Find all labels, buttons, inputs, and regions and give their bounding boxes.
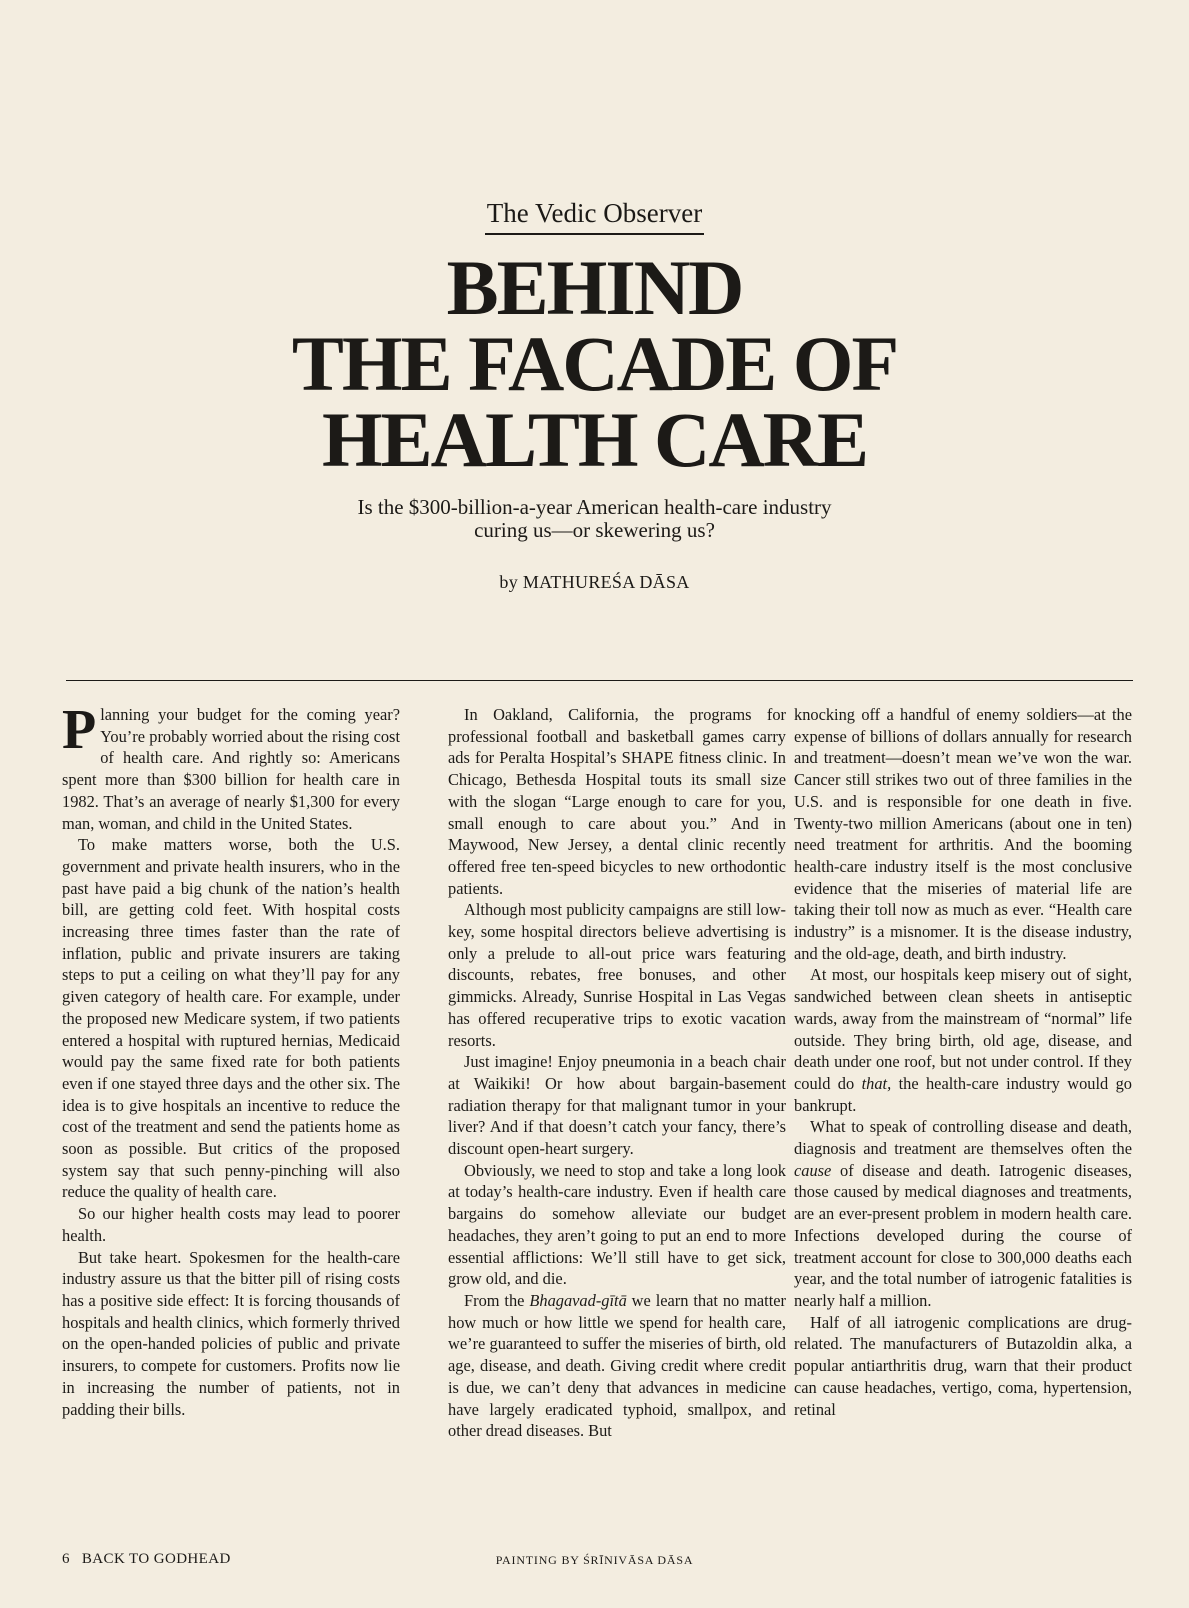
paragraph: In Oakland, California, the programs for professional football and basketball games carry ads for Peralta Hospital’s SHAPE fitness clinic. In Chicago, Bethesda Hospital touts its small size with the slogan “Large enough to care for you, small enough to care about you.” And in Maywood, New Jersey, a dental clinic recently offered free ten-speed bicycles to new orthodontic patients. xyxy=(448,705,786,898)
paragraph: But take heart. Spokesmen for the health-care industry assure us that the bitter pill of rising costs has a positive side effect: It is forcing thousands of hospitals and health clinics, which formerly thrived on the open-handed policies of public and private insurers, to compete for customers. Profits now lie in increasing the number of patients, not in padding their bills. xyxy=(62,1247,400,1419)
byline: by MATHUREŚA DĀSA xyxy=(499,572,690,592)
headline-line-3: HEALTH CARE xyxy=(321,396,868,483)
paragraph: Half of all iatrogenic complications are drug-related. The manufacturers of Butazoldin alka, a popular antiarthritis drug, warn that their product can cause headaches, vertigo, coma, hypertension, retinal xyxy=(794,1312,1132,1419)
headline-line-1: BEHIND xyxy=(446,244,743,331)
paragraph: What to speak of controlling disease and death, diagnosis and treatment are themselves often the cause of disease and death. Iatrogenic diseases, those caused by medical diagnoses and treatments, are an ever-present problem in modern health care. Infections developed during the course of treatment account for close to 300,000 deaths each year, and the total number of iatrogenic fatalities is nearly half a million. xyxy=(794,1117,1132,1310)
headline xyxy=(0,244,1189,483)
column-1 xyxy=(62,704,400,1534)
paragraph: Although most publicity campaigns are still low-key, some hospital directors believe advertising is only a prelude to all-out price wars featuring discounts, rebates, free bonuses, and other gimmicks. Already, Sunrise Hospital in Las Vegas has offered recuperative trips to exotic vacation resorts. xyxy=(448,900,786,1050)
subtitle-line-1: Is the $300-billion-a-year American health-care industry xyxy=(357,495,832,519)
publication-name: BACK TO GODHEAD xyxy=(81,1551,231,1567)
subtitle xyxy=(0,496,1189,542)
paragraph: At most, our hospitals keep misery out of sight, sandwiched between clean sheets in antiseptic wards, away from the mainstream of “normal” life outside. They bring birth, old age, disease, and death under one roof, but not under control. If they could do that, the health-care industry would go bankrupt. xyxy=(794,965,1132,1115)
headline-line-2: THE FACADE OF xyxy=(291,320,898,407)
paragraph: Obviously, we need to stop and take a long look at today’s health-care industry. Even if health care bargains do somehow alleviate our budget headaches, they aren’t going to put an end to more essential afflictions: We’ll still have to get sick, grow old, and die. xyxy=(448,1160,786,1289)
divider-rule xyxy=(66,680,1133,681)
drop-cap: P xyxy=(62,704,97,761)
paragraph: Planning your budget for the coming year? You’re probably worried about the rising cost of health care. And rightly so: Americans spent more than $300 billion for health care in 1982. That’s an average of nearly $1,300 for every man, woman, and child in the United States. xyxy=(62,704,400,833)
emphasis: cause xyxy=(794,1160,832,1180)
book-title: Bhagavad-gītā xyxy=(529,1290,627,1310)
painting-credit: PAINTING BY ŚRĪNIVĀSA DĀSA xyxy=(495,1553,694,1567)
column-2 xyxy=(448,704,786,1534)
subtitle-line-2: curing us—or skewering us? xyxy=(474,518,715,542)
paragraph: Just imagine! Enjoy pneumonia in a beach chair at Waikiki! Or how about bargain-basement radiation therapy for that malignant tumor in your liver? And if that doesn’t catch your fancy, there’s discount open-heart surgery. xyxy=(448,1052,786,1159)
paragraph: So our higher health costs may lead to poorer health. xyxy=(62,1204,400,1245)
column-3 xyxy=(794,704,1132,1534)
paragraph: From the Bhagavad-gītā we learn that no matter how much or how little we spend for health care, we’re guaranteed to suffer the miseries of birth, old age, disease, and death. Giving credit where credit is due, we can’t deny that advances in medicine have largely eradicated typhoid, smallpox, and other dread diseases. But xyxy=(448,1290,786,1441)
article-body xyxy=(62,704,1133,1534)
paragraph: knocking off a handful of enemy soldiers—at the expense of billions of dollars annually for research and treatment—doesn’t mean we’ve won the war. Cancer still strikes two out of three families in the U.S. and is responsible for one death in five. Twenty-two million Americans (about one in ten) need treatment for arthritis. And the booming health-care industry itself is the most conclusive evidence that the miseries of material life are taking their toll now as much as ever. “Health care industry” is a misnomer. It is the disease industry, and the old-age, death, and birth industry. xyxy=(794,705,1132,963)
paragraph: To make matters worse, both the U.S. government and private health insurers, who in the past have paid a big chunk of the nation’s health bill, are getting cold feet. With hospital costs increasing three times faster than the rate of inflation, public and private insurers are taking steps to put a ceiling on what they’ll pay for any given category of health care. For example, under the proposed new Medicare system, if two patients entered a hospital with ruptured hernias, Medicaid would pay the same fixed rate for both patients even if one stayed three days and the other six. The idea is to give hospitals an incentive to reduce the cost of the treatment and send the patients home as soon as possible. But critics of the proposed system say that such penny-pinching will also reduce the quality of health care. xyxy=(62,835,400,1202)
department-title: The Vedic Observer xyxy=(0,198,1189,235)
page-number: 6 xyxy=(62,1551,70,1567)
emphasis: that, xyxy=(861,1073,892,1093)
